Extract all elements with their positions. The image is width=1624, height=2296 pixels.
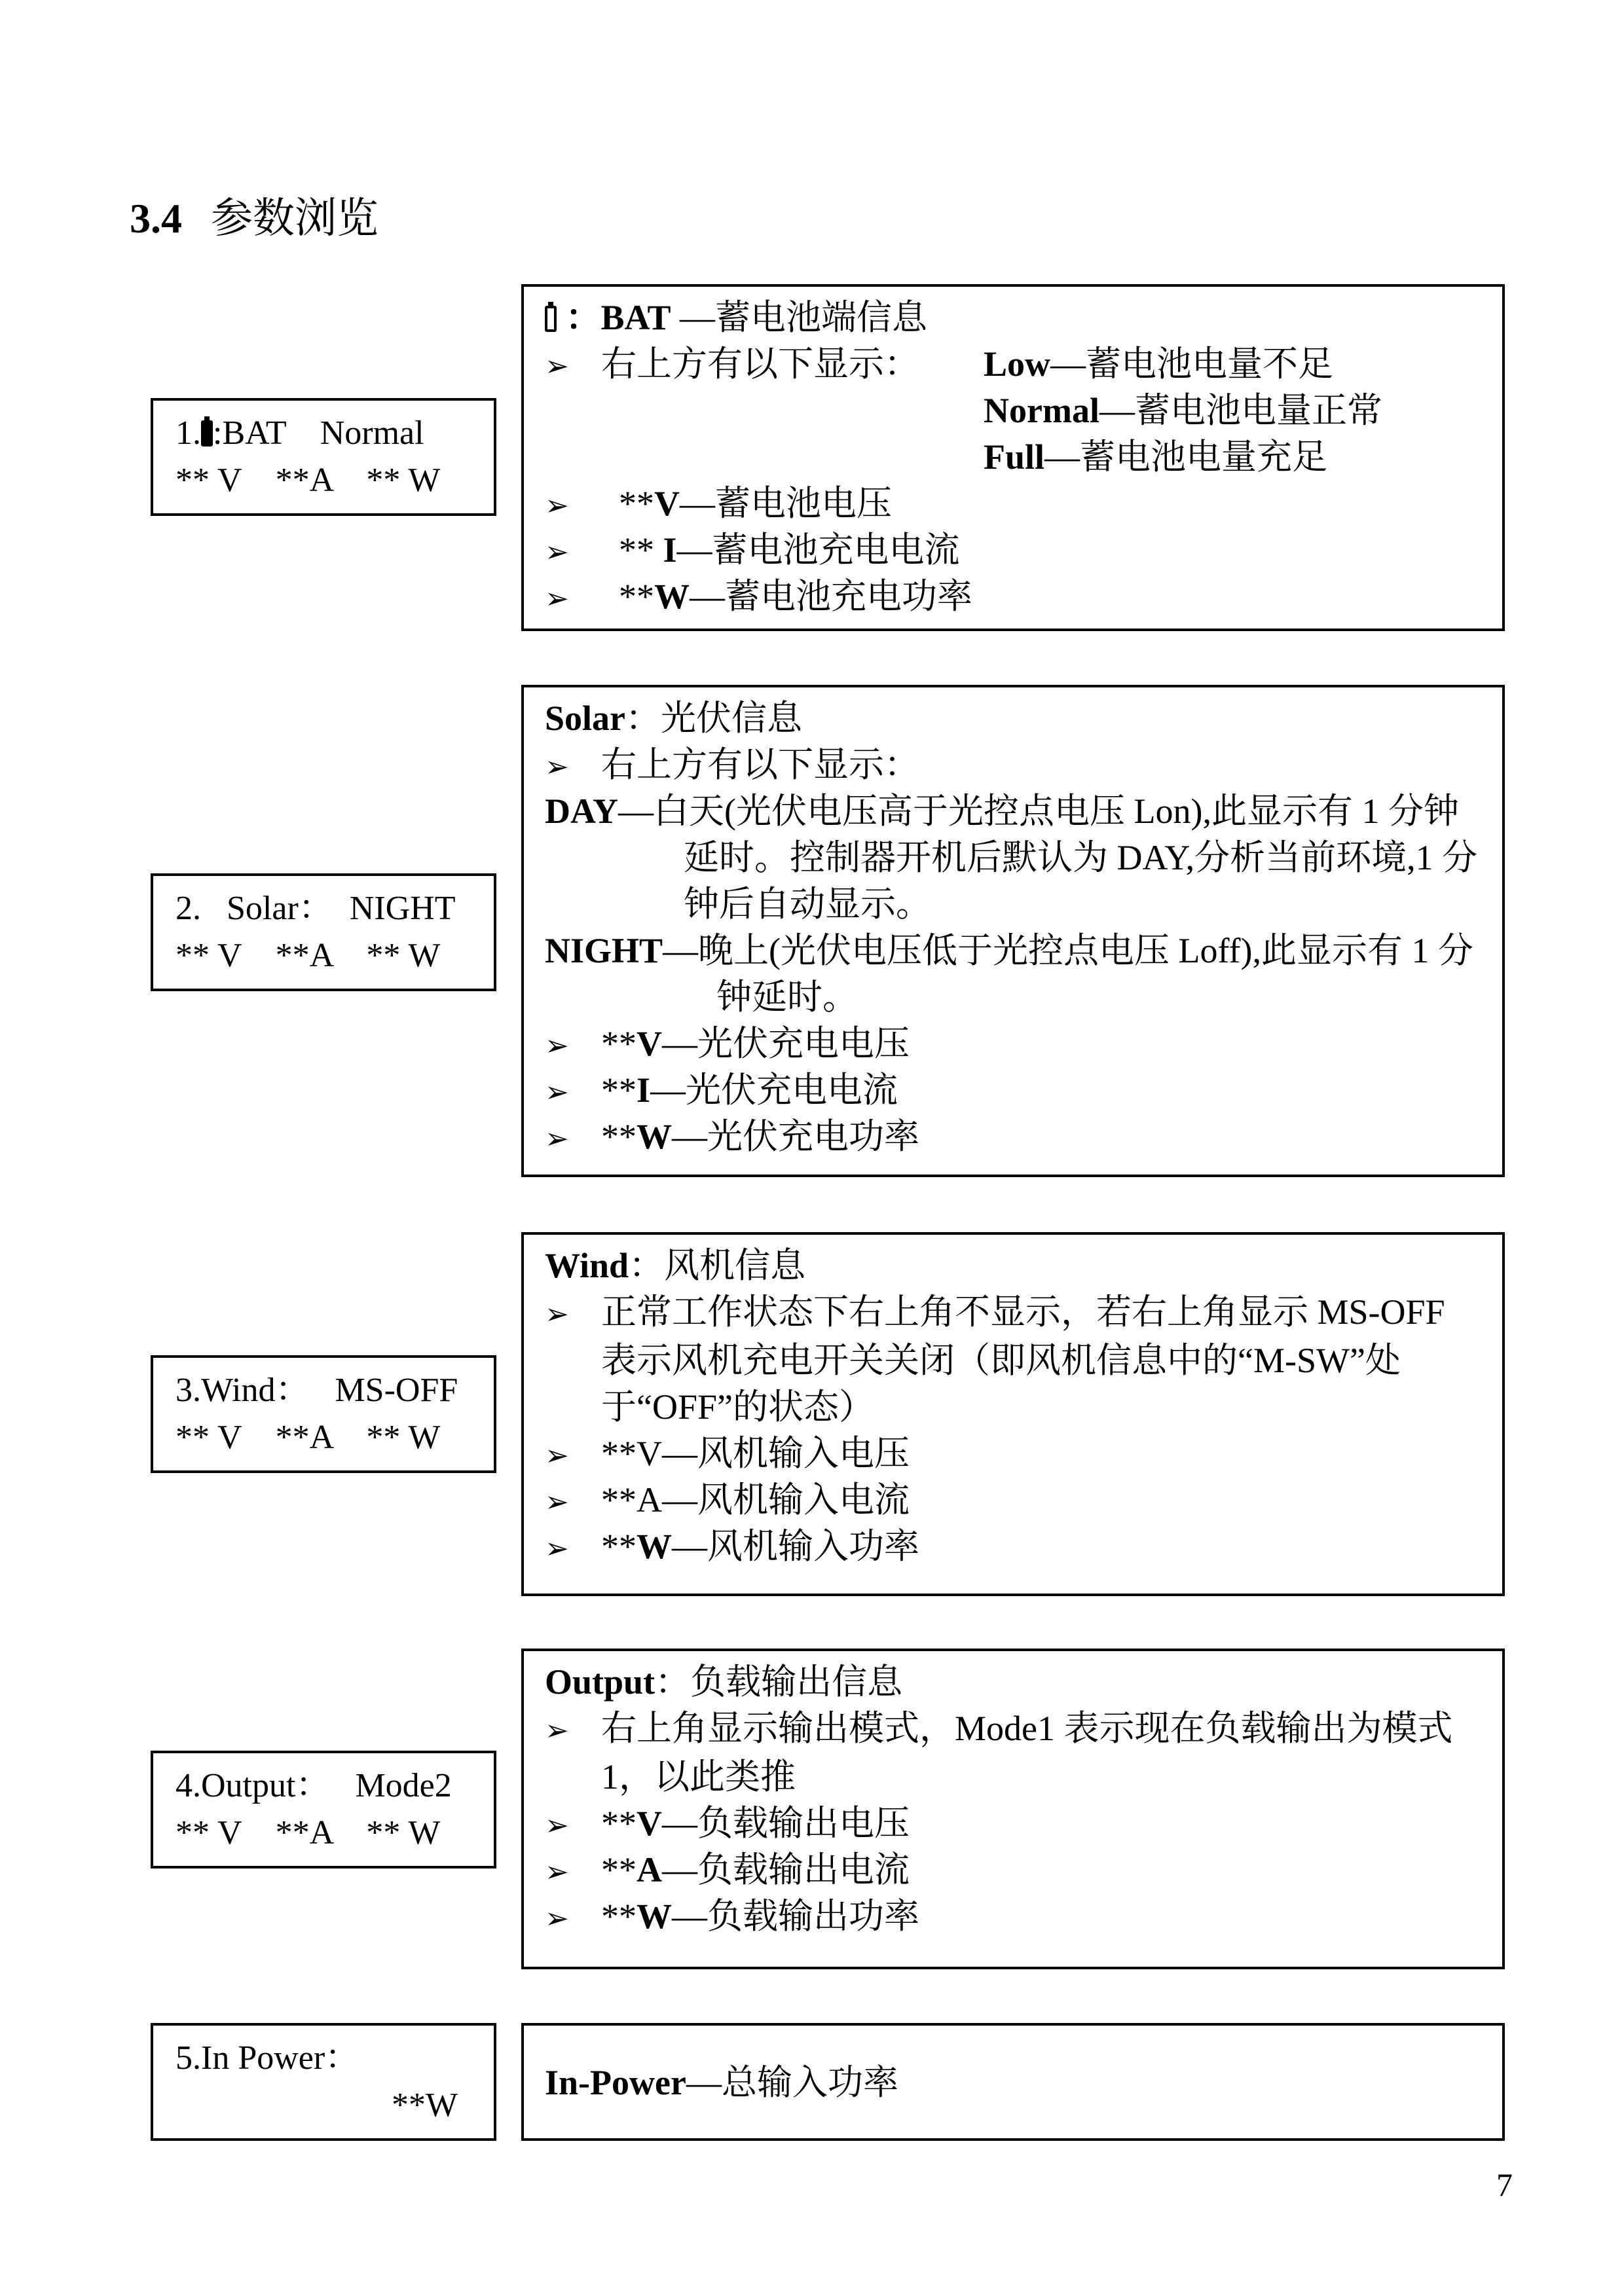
desc-title: Output：负载输出信息 [545,1662,903,1702]
section-heading [130,185,378,245]
arrow-bullet-icon: ➢ [545,1076,569,1109]
desc-title: Solar：光伏信息 [545,699,803,738]
arrow-bullet-icon: ➢ [545,489,569,522]
desc-wind [521,1232,1505,1596]
lcd-line-2: ** V **A ** W [175,462,441,499]
desc-intro: ➢ 右上方有以下显示： Low—蓄电池电量不足 [545,341,1502,388]
arrow-bullet-icon: ➢ [545,1714,569,1747]
desc-solar [521,685,1505,1177]
lcd-line-1: 3.Wind： MS-OFF [175,1372,458,1409]
list-item: ➢ **V—蓄电池电压 [545,481,1502,527]
state-item: Normal—蓄电池电量正常 [984,391,1382,430]
state-item: Low—蓄电池电量不足 [984,344,1334,384]
desc-intro: ➢ 右上角显示输出模式，Mode1 表示现在负载输出为模式 1，以此类推 [545,1709,1453,1796]
lcd-line-2: ** V **A ** W [175,1419,441,1456]
arrow-bullet-icon: ➢ [545,1855,569,1889]
section-title: 参数浏览 [211,195,378,242]
desc-intro: ➢ 正常工作状态下右上角不显示，若右上角显示 MS-OFF 表示风机充电开关关闭（即风机信息中的“M-SW”处于“OFF”的状态） [545,1292,1445,1427]
list-item: ➢ **I—光伏充电电流 [545,1067,1502,1114]
lcd-bat [151,398,496,516]
lcd-line-2: ** V **A ** W [175,937,441,974]
day-description: DAY—白天(光伏电压高于光控点电压 Lon),此显示有 1 分钟延时。控制器开机后默认为 DAY,分析当前环境,1 分钟后自动显示。 [545,792,1478,924]
lcd-line-1: 4.Output： Mode2 [175,1767,452,1804]
lcd-line-2: ** V **A ** W [175,1814,441,1851]
desc-title: ：BAT —蓄电池端信息 [545,295,1502,341]
battery-icon [545,306,557,332]
arrow-bullet-icon: ➢ [545,1809,569,1842]
list-item: ➢ **W—蓄电池充电功率 [545,574,1502,620]
desc-in-power [521,2023,1505,2141]
arrow-bullet-icon: ➢ [545,1902,569,1935]
list-item: ➢ ** I—蓄电池充电电流 [545,527,1502,574]
page-number: 7 [1496,2166,1513,2203]
list-item: ➢ **V—风机输入电压 [545,1430,1502,1477]
arrow-bullet-icon: ➢ [545,536,569,569]
arrow-bullet-icon: ➢ [545,1439,569,1472]
arrow-bullet-icon: ➢ [545,1532,569,1565]
lcd-line-1: 1. :BAT Normal [175,414,424,452]
state-item: Full—蓄电池电量充足 [984,437,1328,477]
list-item: ➢ **A—负载输出电流 [545,1847,1502,1893]
lcd-solar [151,873,496,991]
desc-title: In-Power—总输入功率 [545,2063,898,2102]
arrow-bullet-icon: ➢ [545,350,569,383]
lcd-wind [151,1355,496,1473]
lcd-line-1: 2. Solar： NIGHT [175,890,456,927]
arrow-bullet-icon: ➢ [545,1122,569,1156]
night-description: NIGHT—晚上(光伏电压低于光控点电压 Loff),此显示有 1 分钟延时。 [545,931,1473,1017]
list-item: ➢ **V—光伏充电电压 [545,1021,1502,1067]
list-item: ➢ **W—负载输出功率 [545,1893,1502,1940]
arrow-bullet-icon: ➢ [545,1029,569,1063]
arrow-bullet-icon: ➢ [545,750,569,784]
list-item: ➢ **W—风机输入功率 [545,1523,1502,1570]
lcd-line-2: **W [392,2086,458,2124]
section-number: 3.4 [130,195,182,242]
list-item: ➢ **V—负载输出电压 [545,1800,1502,1847]
arrow-bullet-icon: ➢ [545,1298,569,1331]
desc-intro: ➢ 右上方有以下显示： [545,742,1502,788]
battery-icon [201,420,213,446]
desc-bat [521,284,1505,631]
lcd-output [151,1751,496,1868]
desc-output [521,1649,1505,1969]
desc-title: Wind：风机信息 [545,1246,806,1285]
list-item: ➢ **A—风机输入电流 [545,1477,1502,1523]
arrow-bullet-icon: ➢ [545,1485,569,1519]
arrow-bullet-icon: ➢ [545,582,569,615]
lcd-in-power [151,2023,496,2141]
list-item: ➢ **W—光伏充电功率 [545,1114,1502,1160]
lcd-line-1: 5.In Power： [175,2039,360,2077]
